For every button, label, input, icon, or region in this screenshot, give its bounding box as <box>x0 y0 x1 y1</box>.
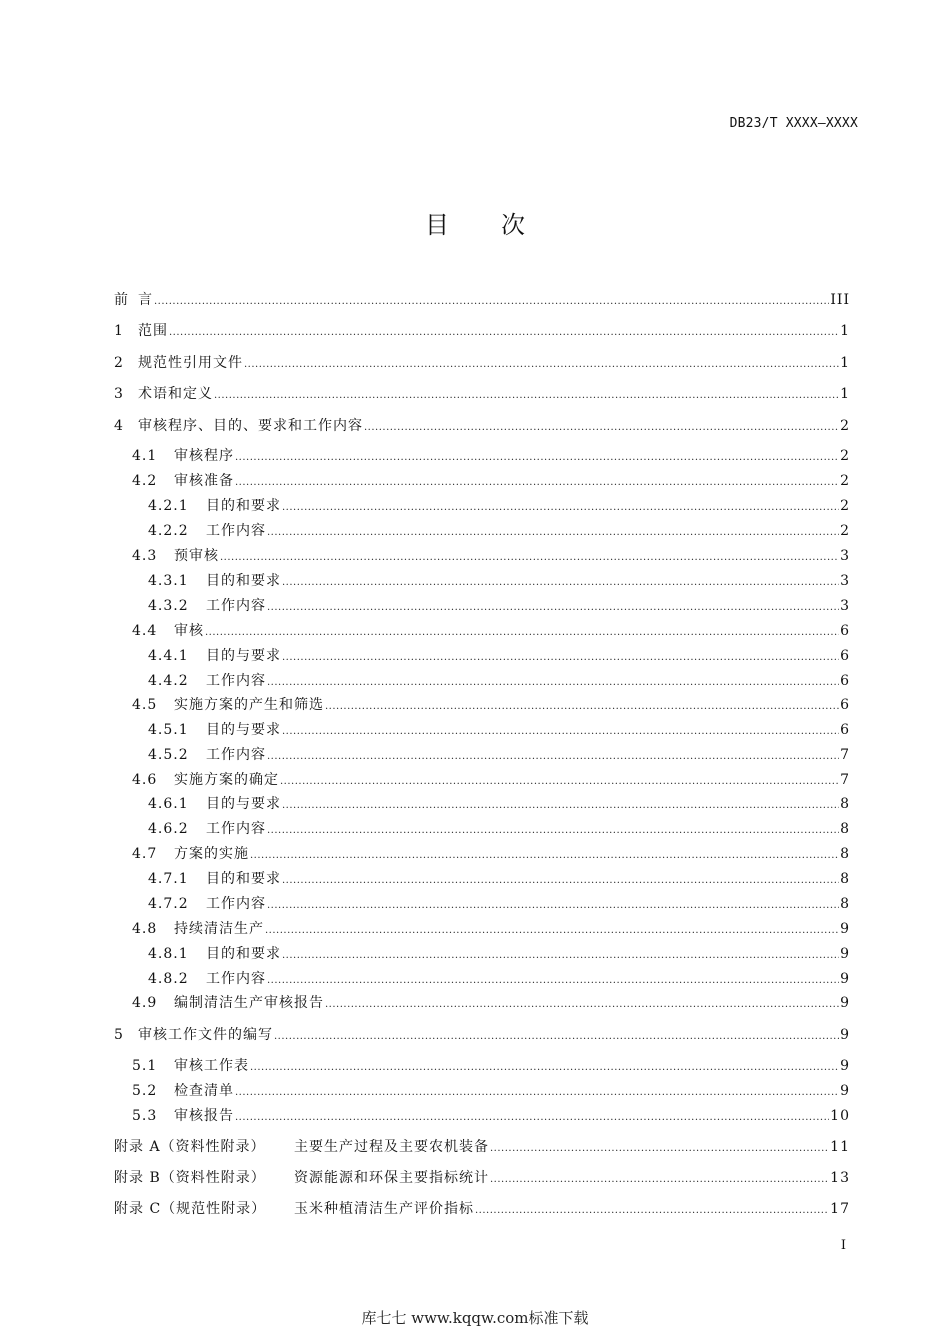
toc-entry-page: 8 <box>840 896 850 912</box>
toc-entry-page: 1 <box>840 355 850 371</box>
toc-entry-page: 10 <box>830 1108 850 1124</box>
toc-entry-title: 审核工作表 <box>174 1058 249 1074</box>
toc-entry-number: 4.4 <box>132 623 158 639</box>
toc-entry-title: 审核程序 <box>174 448 234 464</box>
toc-entry[interactable] <box>148 941 850 963</box>
toc-entry-page: 11 <box>830 1139 850 1155</box>
dot-leader <box>282 721 839 739</box>
toc-entry-page: 9 <box>840 995 850 1011</box>
toc-entry-title: 实施方案的确定 <box>174 772 279 788</box>
toc-entry[interactable] <box>148 816 850 838</box>
dot-leader <box>282 870 839 888</box>
toc-entry-title: 目的和要求 <box>206 946 281 962</box>
toc-entry-title: 资源能源和环保主要指标统计 <box>294 1170 489 1186</box>
dot-leader <box>235 447 839 465</box>
dot-leader <box>282 647 839 665</box>
toc-entry-page: 1 <box>840 386 850 402</box>
toc-entry-title: 审核准备 <box>174 473 234 489</box>
toc-entry[interactable] <box>132 618 850 640</box>
toc-entry-number: 前 <box>114 292 129 308</box>
toc-entry-page: 2 <box>840 523 850 539</box>
toc-entry-page: 9 <box>840 1083 850 1099</box>
toc-entry-title: 术语和定义 <box>138 386 213 402</box>
toc-entry-title: 预审核 <box>174 548 219 564</box>
toc-entry-number: 4.3.1 <box>148 573 189 589</box>
toc-entry-title: 工作内容 <box>206 598 266 614</box>
toc-entry-page: 8 <box>840 821 850 837</box>
dot-leader <box>235 1082 839 1100</box>
toc-entry[interactable] <box>148 668 850 690</box>
toc-entry-title: 检查清单 <box>174 1083 234 1099</box>
dot-leader <box>282 497 839 515</box>
toc-entry-page: 8 <box>840 796 850 812</box>
toc-entry-title: 工作内容 <box>206 821 266 837</box>
toc-entry-number: 4.3.2 <box>148 598 189 614</box>
toc-entry-title: 范围 <box>138 323 168 339</box>
dot-leader <box>267 746 839 764</box>
toc-entry-page: 2 <box>840 418 850 434</box>
toc-entry-page: 6 <box>840 673 850 689</box>
toc-entry-number: 4.4.2 <box>148 673 189 689</box>
toc-entry-page: 9 <box>840 1058 850 1074</box>
toc-entry-page: 2 <box>840 473 850 489</box>
toc-entry-number: 4.6.1 <box>148 796 189 812</box>
toc-entry-page: 8 <box>840 846 850 862</box>
toc-entry[interactable] <box>148 643 850 665</box>
dot-leader <box>267 895 839 913</box>
dot-leader <box>274 1026 839 1044</box>
dot-leader <box>214 385 839 403</box>
toc-entry-title: 工作内容 <box>206 673 266 689</box>
toc-entry[interactable] <box>132 692 850 714</box>
watermark: 库七七 www.kqqw.com标准下载 <box>361 1309 589 1327</box>
toc-entry-number: 4.4.1 <box>148 648 189 664</box>
dot-leader <box>490 1138 829 1156</box>
dot-leader <box>267 597 839 615</box>
toc-entry[interactable] <box>132 916 850 938</box>
toc-entry-number: 4.5.2 <box>148 747 189 763</box>
dot-leader <box>282 795 839 813</box>
toc-entry-number: 4.7.2 <box>148 896 189 912</box>
toc-entry-number: 5 <box>114 1027 124 1043</box>
toc-entry[interactable] <box>148 891 850 913</box>
toc-entry-page: 1 <box>840 323 850 339</box>
toc-entry-number: 5.2 <box>132 1083 158 1099</box>
toc-entry-page: 9 <box>840 921 850 937</box>
toc-entry-number: 4.5 <box>132 697 158 713</box>
toc-entry-page: 3 <box>840 573 850 589</box>
toc-entry-title: 工作内容 <box>206 523 266 539</box>
dot-leader <box>364 417 839 435</box>
dot-leader <box>325 994 839 1012</box>
toc-entry-number: 4.7.1 <box>148 871 189 887</box>
toc-entry-title: 审核程序、目的、要求和工作内容 <box>138 418 363 434</box>
toc-entry-number: 4.2.2 <box>148 523 189 539</box>
toc-entry-number: 2 <box>114 355 124 371</box>
toc-entry-number: 4.6.2 <box>148 821 189 837</box>
page-title: 目次 <box>425 211 577 239</box>
toc-entry-title: 目的与要求 <box>206 648 281 664</box>
toc-entry[interactable] <box>114 413 850 435</box>
dot-leader <box>235 472 839 490</box>
toc-entry[interactable] <box>148 742 850 764</box>
toc-entry-page: 6 <box>840 722 850 738</box>
toc-entry-page: 9 <box>840 946 850 962</box>
toc-entry-number: 4.8.1 <box>148 946 189 962</box>
toc-entry-number: 附录 C（规范性附录） <box>114 1201 267 1217</box>
toc-entry[interactable] <box>114 1022 850 1044</box>
toc-entry-title: 工作内容 <box>206 896 266 912</box>
toc-entry[interactable] <box>114 1165 850 1187</box>
dot-leader <box>220 547 839 565</box>
toc-entry-title: 编制清洁生产审核报告 <box>174 995 324 1011</box>
toc-entry[interactable] <box>148 966 850 988</box>
toc-entry[interactable] <box>148 717 850 739</box>
dot-leader <box>280 771 839 789</box>
dot-leader <box>244 354 839 372</box>
toc-entry-number: 4.5.1 <box>148 722 189 738</box>
toc-entry-title: 方案的实施 <box>174 846 249 862</box>
toc-entry-page: III <box>830 292 850 308</box>
toc-entry-page: 7 <box>840 747 850 763</box>
toc-entry[interactable] <box>132 468 850 490</box>
toc-entry-title: 审核工作文件的编写 <box>138 1027 273 1043</box>
toc-entry[interactable] <box>132 990 850 1012</box>
toc-entry[interactable] <box>132 1078 850 1100</box>
toc-entry-number: 4.1 <box>132 448 158 464</box>
toc-entry[interactable] <box>148 593 850 615</box>
toc-entry-number: 5.3 <box>132 1108 158 1124</box>
toc-entry-title: 审核报告 <box>174 1108 234 1124</box>
toc-entry-number: 4.2 <box>132 473 158 489</box>
toc-entry[interactable] <box>148 493 850 515</box>
toc-entry-number: 4.9 <box>132 995 158 1011</box>
toc-entry[interactable] <box>132 443 850 465</box>
toc-entry-page: 6 <box>840 648 850 664</box>
toc-entry-title: 审核 <box>174 623 204 639</box>
dot-leader <box>169 322 839 340</box>
dot-leader <box>282 945 839 963</box>
toc-entry-title: 规范性引用文件 <box>138 355 243 371</box>
toc-entry-number: 4.8 <box>132 921 158 937</box>
toc-entry-number: 附录 B（资料性附录） <box>114 1170 266 1186</box>
dot-leader <box>267 522 839 540</box>
toc-entry[interactable] <box>114 1134 850 1156</box>
toc-entry-page: 6 <box>840 697 850 713</box>
toc-entry[interactable] <box>148 568 850 590</box>
toc-entry-title: 工作内容 <box>206 747 266 763</box>
toc-entry-title: 目的和要求 <box>206 871 281 887</box>
dot-leader <box>154 291 829 309</box>
toc-entry-page: 13 <box>830 1170 850 1186</box>
dot-leader <box>250 1057 839 1075</box>
toc-entry-title: 持续清洁生产 <box>174 921 264 937</box>
dot-leader <box>265 920 839 938</box>
dot-leader <box>267 820 839 838</box>
toc-entry-page: 6 <box>840 623 850 639</box>
toc-entry[interactable] <box>148 791 850 813</box>
toc-entry-title: 目的与要求 <box>206 722 281 738</box>
toc-entry-title: 目的与要求 <box>206 796 281 812</box>
toc-entry[interactable] <box>132 1053 850 1075</box>
toc-entry[interactable] <box>114 318 850 340</box>
toc-entry-number: 4.8.2 <box>148 971 189 987</box>
toc-entry-number: 4.3 <box>132 548 158 564</box>
toc-entry[interactable] <box>148 866 850 888</box>
dot-leader <box>282 572 839 590</box>
toc-entry-number: 4 <box>114 418 124 434</box>
dot-leader <box>250 845 839 863</box>
toc-entry-number: 附录 A（资料性附录） <box>114 1139 266 1155</box>
toc-entry-page: 8 <box>840 871 850 887</box>
toc-entry-number: 4.2.1 <box>148 498 189 514</box>
toc-entry-page: 7 <box>840 772 850 788</box>
toc-entry[interactable] <box>132 543 850 565</box>
toc-entry-page: 3 <box>840 598 850 614</box>
dot-leader <box>267 672 839 690</box>
toc-entry-title: 目的和要求 <box>206 498 281 514</box>
toc-entry[interactable] <box>114 350 850 372</box>
toc-entry-title: 言 <box>138 292 153 308</box>
toc-entry[interactable] <box>114 1196 850 1218</box>
toc-entry[interactable] <box>114 381 850 403</box>
dot-leader <box>490 1169 829 1187</box>
toc-entry-title: 玉米种植清洁生产评价指标 <box>294 1201 474 1217</box>
toc-entry-number: 4.7 <box>132 846 158 862</box>
toc-entry[interactable] <box>132 767 850 789</box>
toc-entry-page: 17 <box>830 1201 850 1217</box>
toc-entry-number: 5.1 <box>132 1058 158 1074</box>
dot-leader <box>267 970 839 988</box>
toc-entry[interactable] <box>114 287 850 309</box>
dot-leader <box>475 1200 829 1218</box>
page-number: I <box>840 1238 846 1253</box>
toc-entry-title: 主要生产过程及主要农机装备 <box>294 1139 489 1155</box>
toc-entry[interactable] <box>148 518 850 540</box>
toc-entry-title: 工作内容 <box>206 971 266 987</box>
toc-entry-page: 2 <box>840 498 850 514</box>
toc-entry-title: 实施方案的产生和筛选 <box>174 697 324 713</box>
toc-entry[interactable] <box>132 1103 850 1125</box>
toc-entry-page: 2 <box>840 448 850 464</box>
toc-entry-page: 3 <box>840 548 850 564</box>
dot-leader <box>205 622 839 640</box>
toc-entry-page: 9 <box>840 1027 850 1043</box>
dot-leader <box>235 1107 829 1125</box>
toc-entry-number: 3 <box>114 386 124 402</box>
toc-entry[interactable] <box>132 841 850 863</box>
toc-entry-page: 9 <box>840 971 850 987</box>
toc-entry-number: 4.6 <box>132 772 158 788</box>
dot-leader <box>325 696 839 714</box>
doc-code: DB23/T XXXX—XXXX <box>729 116 858 131</box>
toc-entry-number: 1 <box>114 323 124 339</box>
toc-entry-title: 目的和要求 <box>206 573 281 589</box>
